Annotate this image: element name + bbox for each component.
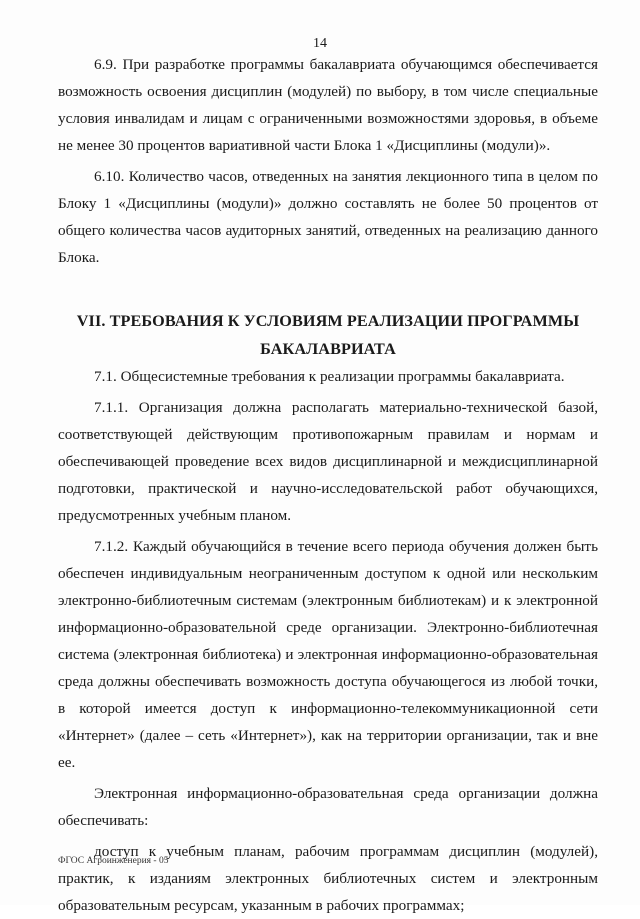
paragraph-7-1: 7.1. Общесистемные требования к реализации программы бакалавриата. — [94, 368, 565, 385]
paragraph-6-9: 6.9. При разработке программы бакалавриата обучающимся обеспечивается возможность освоения дисциплин (модулей) по выбору, в том числе специальные условия инвалидам и лицам с ограниченными возможностями здоровья, в объеме не менее 30 процентов вариативной части Блока 1 «Дисциплины (модули)». — [58, 56, 598, 154]
paragraph-eios-intro: Электронная информационно-образовательная среда организации должна обеспечивать: — [58, 785, 598, 829]
paragraph-6-10: 6.10. Количество часов, отведенных на занятия лекционного типа в целом по Блоку 1 «Дисциплины (модули)» должно составлять не более 50 процентов от общего количества часов аудиторных занятий, отведенных на реализацию данного Блока. — [58, 168, 598, 266]
page-number: 14 — [313, 36, 327, 51]
section-title-line-1: VII. ТРЕБОВАНИЯ К УСЛОВИЯМ РЕАЛИЗАЦИИ ПРОГРАММЫ — [76, 312, 580, 330]
section-title-line-2: БАКАЛАВРИАТА — [260, 340, 396, 358]
section-title — [58, 307, 598, 363]
paragraph-7-1-2: 7.1.2. Каждый обучающийся в течение всего периода обучения должен быть обеспечен индивидуальным неограниченным доступом к одной или нескольким электронно-библиотечным системам (электронным библиотекам) и к электронной информационно-образовательной среде организации. Электронно-библиотечная система (электронная библиотека) и электронная информационно-образовательная среда должны обеспечивать возможность доступа обучающегося из любой точки, в которой имеется доступ к информационно-телекоммуникационной сети «Интернет» (далее – сеть «Интернет»), как на территории организации, так и вне ее. — [58, 538, 598, 771]
paragraph-7-1-1: 7.1.1. Организация должна располагать материально-технической базой, соответствующей действующим противопожарным правилам и нормам и обеспечивающей проведение всех видов дисциплинарной и междисциплинарной подготовки, практической и научно-исследовательской работ обучающихся, предусмотренных учебным планом. — [58, 399, 598, 524]
footer-label: ФГОС Агроинженерия - 05 — [58, 856, 169, 866]
paragraph-access-plans: доступ к учебным планам, рабочим программам дисциплин (модулей), практик, к изданиям электронных библиотечных систем и электронным образовательным ресурсам, указанным в рабочих программах; — [58, 843, 598, 914]
document-body — [58, 51, 598, 919]
